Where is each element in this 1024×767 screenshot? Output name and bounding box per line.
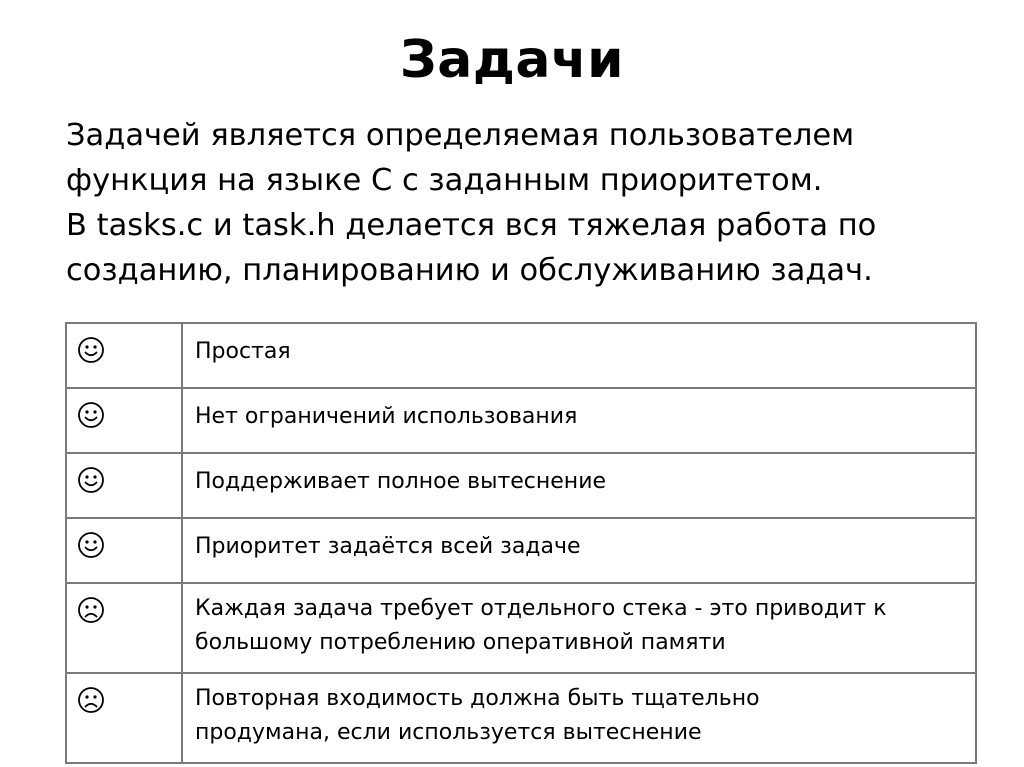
icon-cell (66, 673, 182, 763)
smiley-sad-icon (77, 596, 105, 624)
table-row (66, 323, 976, 388)
intro-line: В tasks.c и task.h делается вся тяжелая работа по (66, 208, 877, 243)
feature-text (182, 673, 976, 763)
intro-line: созданию, планированию и обслуживанию задач. (66, 253, 873, 288)
feature-text (182, 388, 976, 453)
smiley-happy-icon (77, 531, 105, 559)
feature-text (182, 323, 976, 388)
feature-line: продумана, если используется вытеснение (195, 720, 702, 745)
feature-line: Приоритет задаётся всей задаче (195, 534, 581, 559)
table-row (66, 388, 976, 453)
feature-line: большому потреблению оперативной памяти (195, 630, 726, 655)
icon-cell (66, 583, 182, 673)
table-row (66, 453, 976, 518)
smiley-happy-icon (77, 336, 105, 364)
intro-line: функция на языке С с заданным приоритетом. (66, 163, 823, 198)
smiley-sad-icon (77, 686, 105, 714)
feature-line: Простая (195, 339, 291, 364)
features-table (65, 322, 977, 764)
feature-line: Нет ограничений использования (195, 404, 578, 429)
smiley-happy-icon (77, 401, 105, 429)
icon-cell (66, 388, 182, 453)
icon-cell (66, 323, 182, 388)
intro-line: Задачей является определяемая пользователем (66, 118, 855, 153)
icon-cell (66, 453, 182, 518)
table-row (66, 673, 976, 763)
table-row (66, 518, 976, 583)
feature-line: Повторная входимость должна быть тщательно (195, 686, 760, 711)
feature-line: Каждая задача требует отдельного стека - это приводит к (195, 596, 887, 621)
icon-cell (66, 518, 182, 583)
feature-text (182, 583, 976, 673)
table-row (66, 583, 976, 673)
slide-title: Задачи (399, 30, 625, 90)
smiley-happy-icon (77, 466, 105, 494)
feature-line: Поддерживает полное вытеснение (195, 469, 607, 494)
feature-text (182, 518, 976, 583)
intro-paragraph (66, 113, 996, 293)
feature-text (182, 453, 976, 518)
